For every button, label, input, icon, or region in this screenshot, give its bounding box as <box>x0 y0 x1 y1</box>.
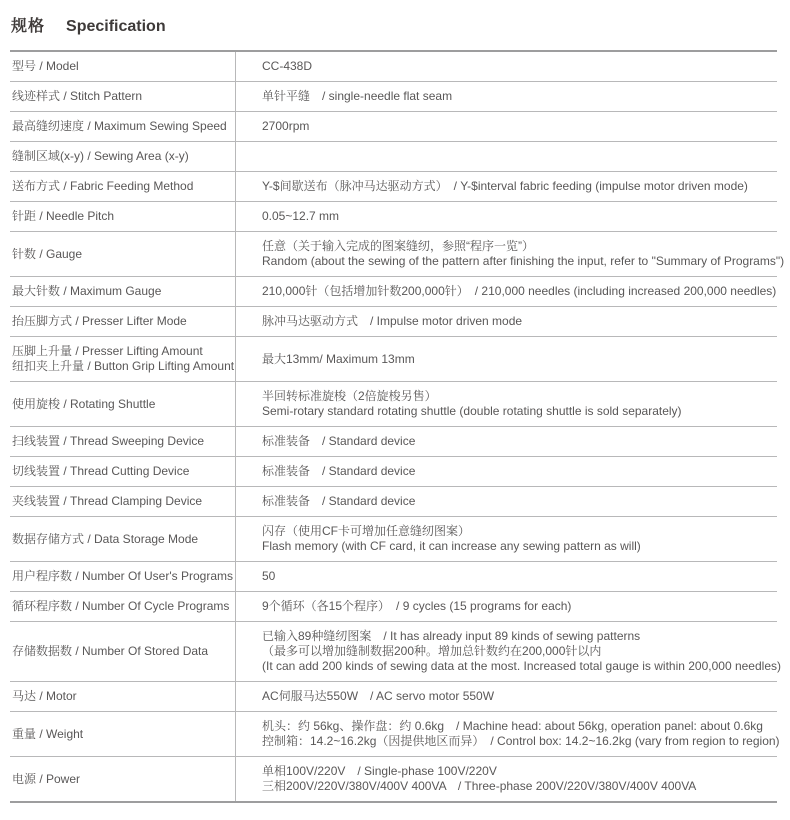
spec-item-label-line: 抬压脚方式 / Presser Lifter Mode <box>12 314 187 328</box>
spec-item-label <box>10 142 235 171</box>
spec-item-label <box>10 307 235 336</box>
spec-item-value-line: 单相100V/220V / Single-phase 100V/220V <box>262 764 497 778</box>
spec-row <box>10 172 777 202</box>
spec-item-label-line: 针距 / Needle Pitch <box>12 209 115 223</box>
spec-item-value <box>235 427 777 456</box>
spec-item-label <box>10 82 235 111</box>
spec-item-label-line: 最高缝纫速度 / Maximum Sewing Speed <box>12 119 227 133</box>
spec-item-label <box>10 592 235 621</box>
spec-item-label-line: 最大针数 / Maximum Gauge <box>12 284 162 298</box>
spec-item-value-line: 标准装备 / Standard device <box>262 464 416 478</box>
page-title-cn: 规格 <box>11 18 46 35</box>
spec-item-value <box>235 622 790 681</box>
spec-item-value-line: 210,000针（包括增加针数200,000针） / 210,000 needles (including increased 200,000 needles) <box>262 284 777 298</box>
spec-item-label-line: 切线装置 / Thread Cutting Device <box>12 464 190 478</box>
spec-row <box>10 307 777 337</box>
spec-item-value-line: 机头：约 56kg、操作盘：约 0.6kg / Machine head: about 56kg, operation panel: about 0.6kg <box>262 719 763 733</box>
spec-item-value <box>235 307 777 336</box>
spec-item-label-line: 缝制区域(x-y) / Sewing Area (x-y) <box>12 149 189 163</box>
spec-item-value <box>235 382 777 426</box>
spec-row <box>10 52 777 82</box>
spec-item-value-line: AC伺服马达550W / AC servo motor 550W <box>262 689 495 703</box>
spec-item-label <box>10 712 235 756</box>
spec-row <box>10 277 777 307</box>
spec-item-label <box>10 457 235 486</box>
spec-item-value <box>235 517 777 561</box>
spec-item-label-line: 型号 / Model <box>12 59 79 73</box>
spec-item-label <box>10 232 235 276</box>
spec-item-value <box>235 82 777 111</box>
spec-row <box>10 202 777 232</box>
spec-item-label <box>10 52 235 81</box>
spec-item-label <box>10 562 235 591</box>
spec-item-label <box>10 487 235 516</box>
spec-item-label-line: 纽扣夹上升量 / Button Grip Lifting Amount <box>12 359 235 373</box>
spec-item-label <box>10 517 235 561</box>
spec-item-value <box>235 487 777 516</box>
spec-item-label-line: 重量 / Weight <box>12 726 84 741</box>
spec-item-value <box>235 682 777 711</box>
spec-item-value-line: 已输入89种缝纫图案 / It has already input 89 kinds of sewing patterns <box>262 629 641 643</box>
spec-item-value-line: 闪存（使用CF卡可增加任意缝纫图案） <box>262 524 470 538</box>
spec-item-value <box>235 202 777 231</box>
spec-row <box>10 622 781 682</box>
spec-item-value-line: 单针平缝 / single-needle flat seam <box>262 89 453 103</box>
spec-item-label <box>10 202 235 231</box>
spec-row <box>10 757 777 801</box>
spec-item-value <box>235 232 790 276</box>
spec-item-label-line: 马达 / Motor <box>12 689 77 703</box>
spec-item-label-line: 电源 / Power <box>12 771 81 786</box>
spec-row <box>10 562 777 592</box>
spec-item-value-line: 脉冲马达驱动方式 / Impulse motor driven mode <box>262 314 523 328</box>
spec-item-value <box>235 592 777 621</box>
spec-item-value-line: 最大13mm/ Maximum 13mm <box>262 351 415 366</box>
spec-item-value-line: 三相200V/220V/380V/400V 400VA / Three-phase 200V/220V/380V/400V 400VA <box>262 779 697 793</box>
spec-item-value <box>235 112 777 141</box>
spec-row <box>10 682 777 712</box>
spec-item-label-line: 夹线装置 / Thread Clamping Device <box>12 494 203 508</box>
spec-row <box>10 82 777 112</box>
spec-item-label <box>10 427 235 456</box>
spec-item-value-line <box>262 149 767 164</box>
spec-item-value-line: 标准装备 / Standard device <box>262 494 416 508</box>
spec-item-value <box>235 142 777 171</box>
spec-item-value <box>235 52 777 81</box>
spec-row <box>10 427 777 457</box>
spec-item-label-line: 数据存储方式 / Data Storage Mode <box>12 531 199 546</box>
spec-row <box>10 592 777 622</box>
spec-item-value-line: 9个循环（各15个程序） / 9 cycles (15 programs for each) <box>262 599 572 613</box>
spec-item-value-line: 任意（关于输入完成的图案缝纫，参照“程序一览”） <box>262 239 534 253</box>
spec-item-value-line: (It can add 200 kinds of sewing data at the most. Increased total gauge is within 200,000 needles) <box>262 659 781 673</box>
spec-item-label <box>10 622 235 681</box>
spec-item-label-line: 使用旋梭 / Rotating Shuttle <box>12 396 156 411</box>
spec-item-value <box>235 337 777 381</box>
spec-item-value <box>235 562 777 591</box>
spec-item-value-line: Semi-rotary standard rotating shuttle (double rotating shuttle is sold separately) <box>262 404 682 418</box>
spec-item-value <box>235 457 777 486</box>
spec-item-label <box>10 382 235 426</box>
page-title-en: Specification <box>66 18 166 35</box>
spec-item-label-line: 扫线装置 / Thread Sweeping Device <box>12 434 205 448</box>
spec-row <box>10 457 777 487</box>
spec-item-value-line: Random (about the sewing of the pattern after finishing the input, refer to "Summary of Programs") <box>262 254 785 268</box>
spec-item-value-line: 半回转标准旋梭（2倍旋梭另售） <box>262 389 437 403</box>
spec-item-value-line: 标准装备 / Standard device <box>262 434 416 448</box>
spec-item-label <box>10 682 235 711</box>
spec-item-value <box>235 712 790 756</box>
spec-item-label <box>10 172 235 201</box>
spec-item-label-line: 送布方式 / Fabric Feeding Method <box>12 179 194 193</box>
spec-item-value-line: 50 <box>262 569 276 583</box>
spec-item-value-line: 0.05~12.7 mm <box>262 209 340 223</box>
spec-row <box>10 337 777 382</box>
spec-row <box>10 112 777 142</box>
spec-row <box>10 382 777 427</box>
spec-item-value-line: （最多可以增加缝制数据200种。增加总针数约在200,000针以内 <box>262 644 602 658</box>
spec-item-label-line: 用户程序数 / Number Of User's Programs <box>12 569 233 583</box>
spec-item-label <box>10 757 235 801</box>
spec-row <box>10 487 777 517</box>
spec-row <box>10 517 777 562</box>
spec-row <box>10 712 780 757</box>
spec-item-label-line: 存储数据数 / Number Of Stored Data <box>12 644 209 658</box>
spec-item-value <box>235 172 777 201</box>
spec-item-label-line: 线迹样式 / Stitch Pattern <box>12 89 143 103</box>
spec-item-value-line: Flash memory (with CF card, it can increase any sewing pattern as will) <box>262 539 641 553</box>
spec-item-label <box>10 277 235 306</box>
spec-item-label-line: 压脚上升量 / Presser Lifting Amount <box>12 344 203 358</box>
spec-item-value-line: Y-$间歇送布（脉冲马达驱动方式） / Y-$interval fabric feeding (impulse motor driven mode) <box>262 179 748 193</box>
spec-item-value-line: 控制箱：14.2~16.2kg（因提供地区而异） / Control box: 14.2~16.2kg (vary from region to region) <box>262 734 780 748</box>
page-title <box>11 13 166 36</box>
spec-row <box>10 232 785 277</box>
spec-item-label <box>10 112 235 141</box>
spec-row <box>10 142 777 172</box>
spec-item-label-line: 循环程序数 / Number Of Cycle Programs <box>12 599 230 613</box>
spec-item-label-line: 针数 / Gauge <box>12 246 83 261</box>
spec-item-value <box>235 757 777 801</box>
spec-item-value-line: CC-438D <box>262 59 313 73</box>
spec-item-value-line: 2700rpm <box>262 119 310 133</box>
spec-item-value <box>235 277 786 306</box>
spec-item-label <box>10 337 235 381</box>
spec-table <box>10 50 785 803</box>
